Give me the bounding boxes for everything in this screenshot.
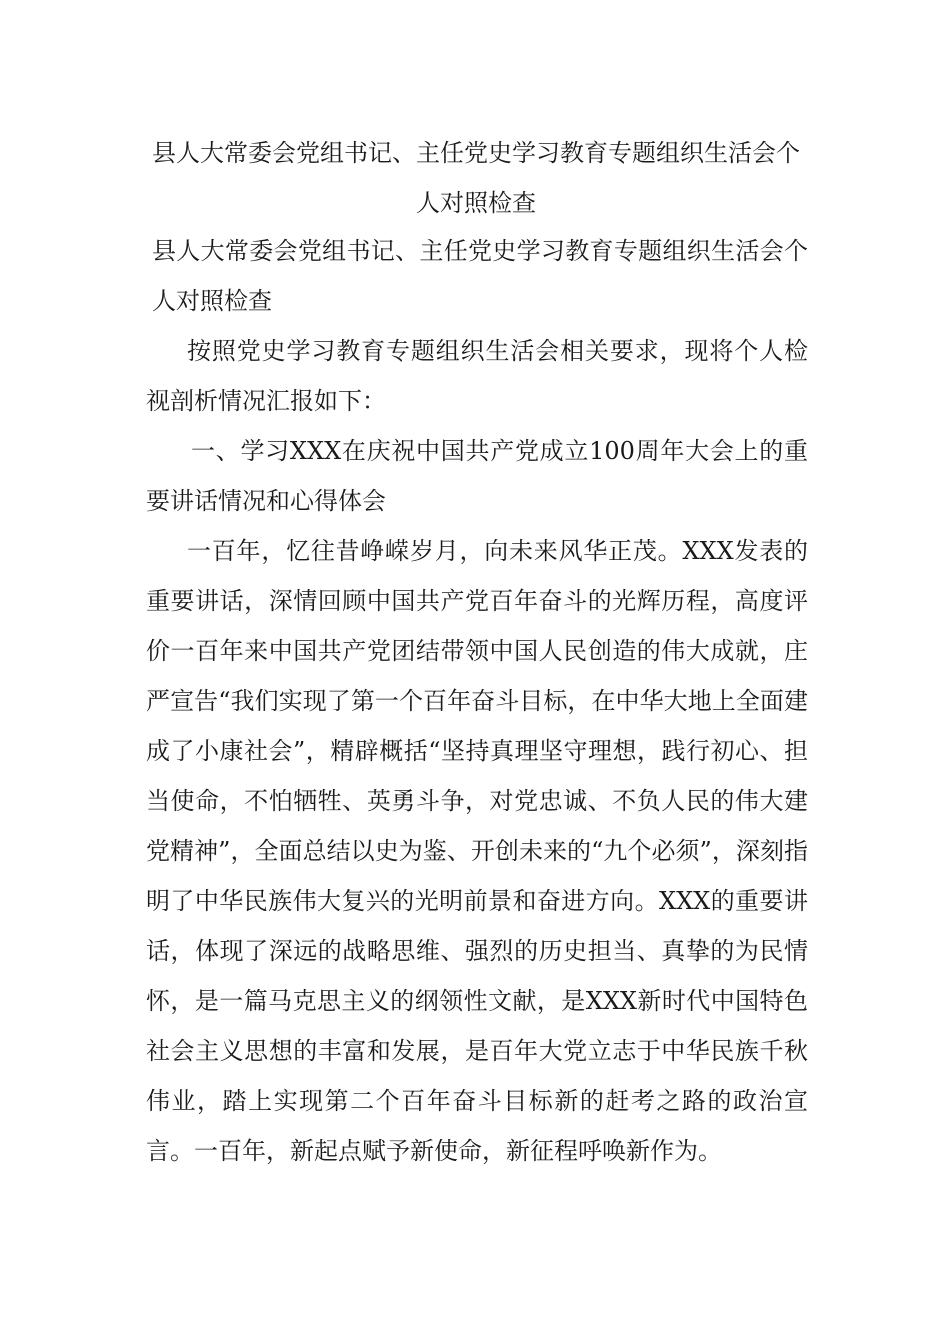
repeated-title: 县人大常委会党组书记、主任党史学习教育专题组织生活会个人对照检查 bbox=[152, 237, 808, 315]
document-body bbox=[146, 226, 808, 1176]
document-title: 县人大常委会党组书记、主任党史学习教育专题组织生活会个人对照检查 bbox=[152, 139, 800, 217]
body-paragraph: 一百年，忆往昔峥嵘岁月，向未来风华正茂。XXX发表的重要讲话，深情回顾中国共产党百年奋斗的光辉历程，高度评价一百年来中国共产党团结带领中国人民创造的伟大成就，庄严宣告“我们实现了第一个百年奋斗目标，在中华大地上全面建成了小康社会”，精辟概括“坚持真理坚守理想，践行初心、担当使命，不怕牺牲、英勇斗争，对党忠诚、不负人民的伟大建党精神”，全面总结以史为鉴、开创未来的“九个必须”，深刻指明了中华民族伟大复兴的光明前景和奋进方向。XXX的重要讲话，体现了深远的战略思维、强烈的历史担当、真挚的为民情怀，是一篇马克思主义的纲领性文献，是XXX新时代中国特色社会主义思想的丰富和发展，是百年大党立志于中华民族千秋伟业，踏上实现第二个百年奋斗目标新的赶考之路的政治宣言。一百年，新起点赋予新使命，新征程呼唤新作为。 bbox=[146, 537, 808, 1165]
section-heading: 一、学习XXX在庆祝中国共产党成立100周年大会上的重要讲话情况和心得体会 bbox=[146, 437, 808, 515]
intro-paragraph: 按照党史学习教育专题组织生活会相关要求，现将个人检视剖析情况汇报如下： bbox=[146, 337, 808, 415]
